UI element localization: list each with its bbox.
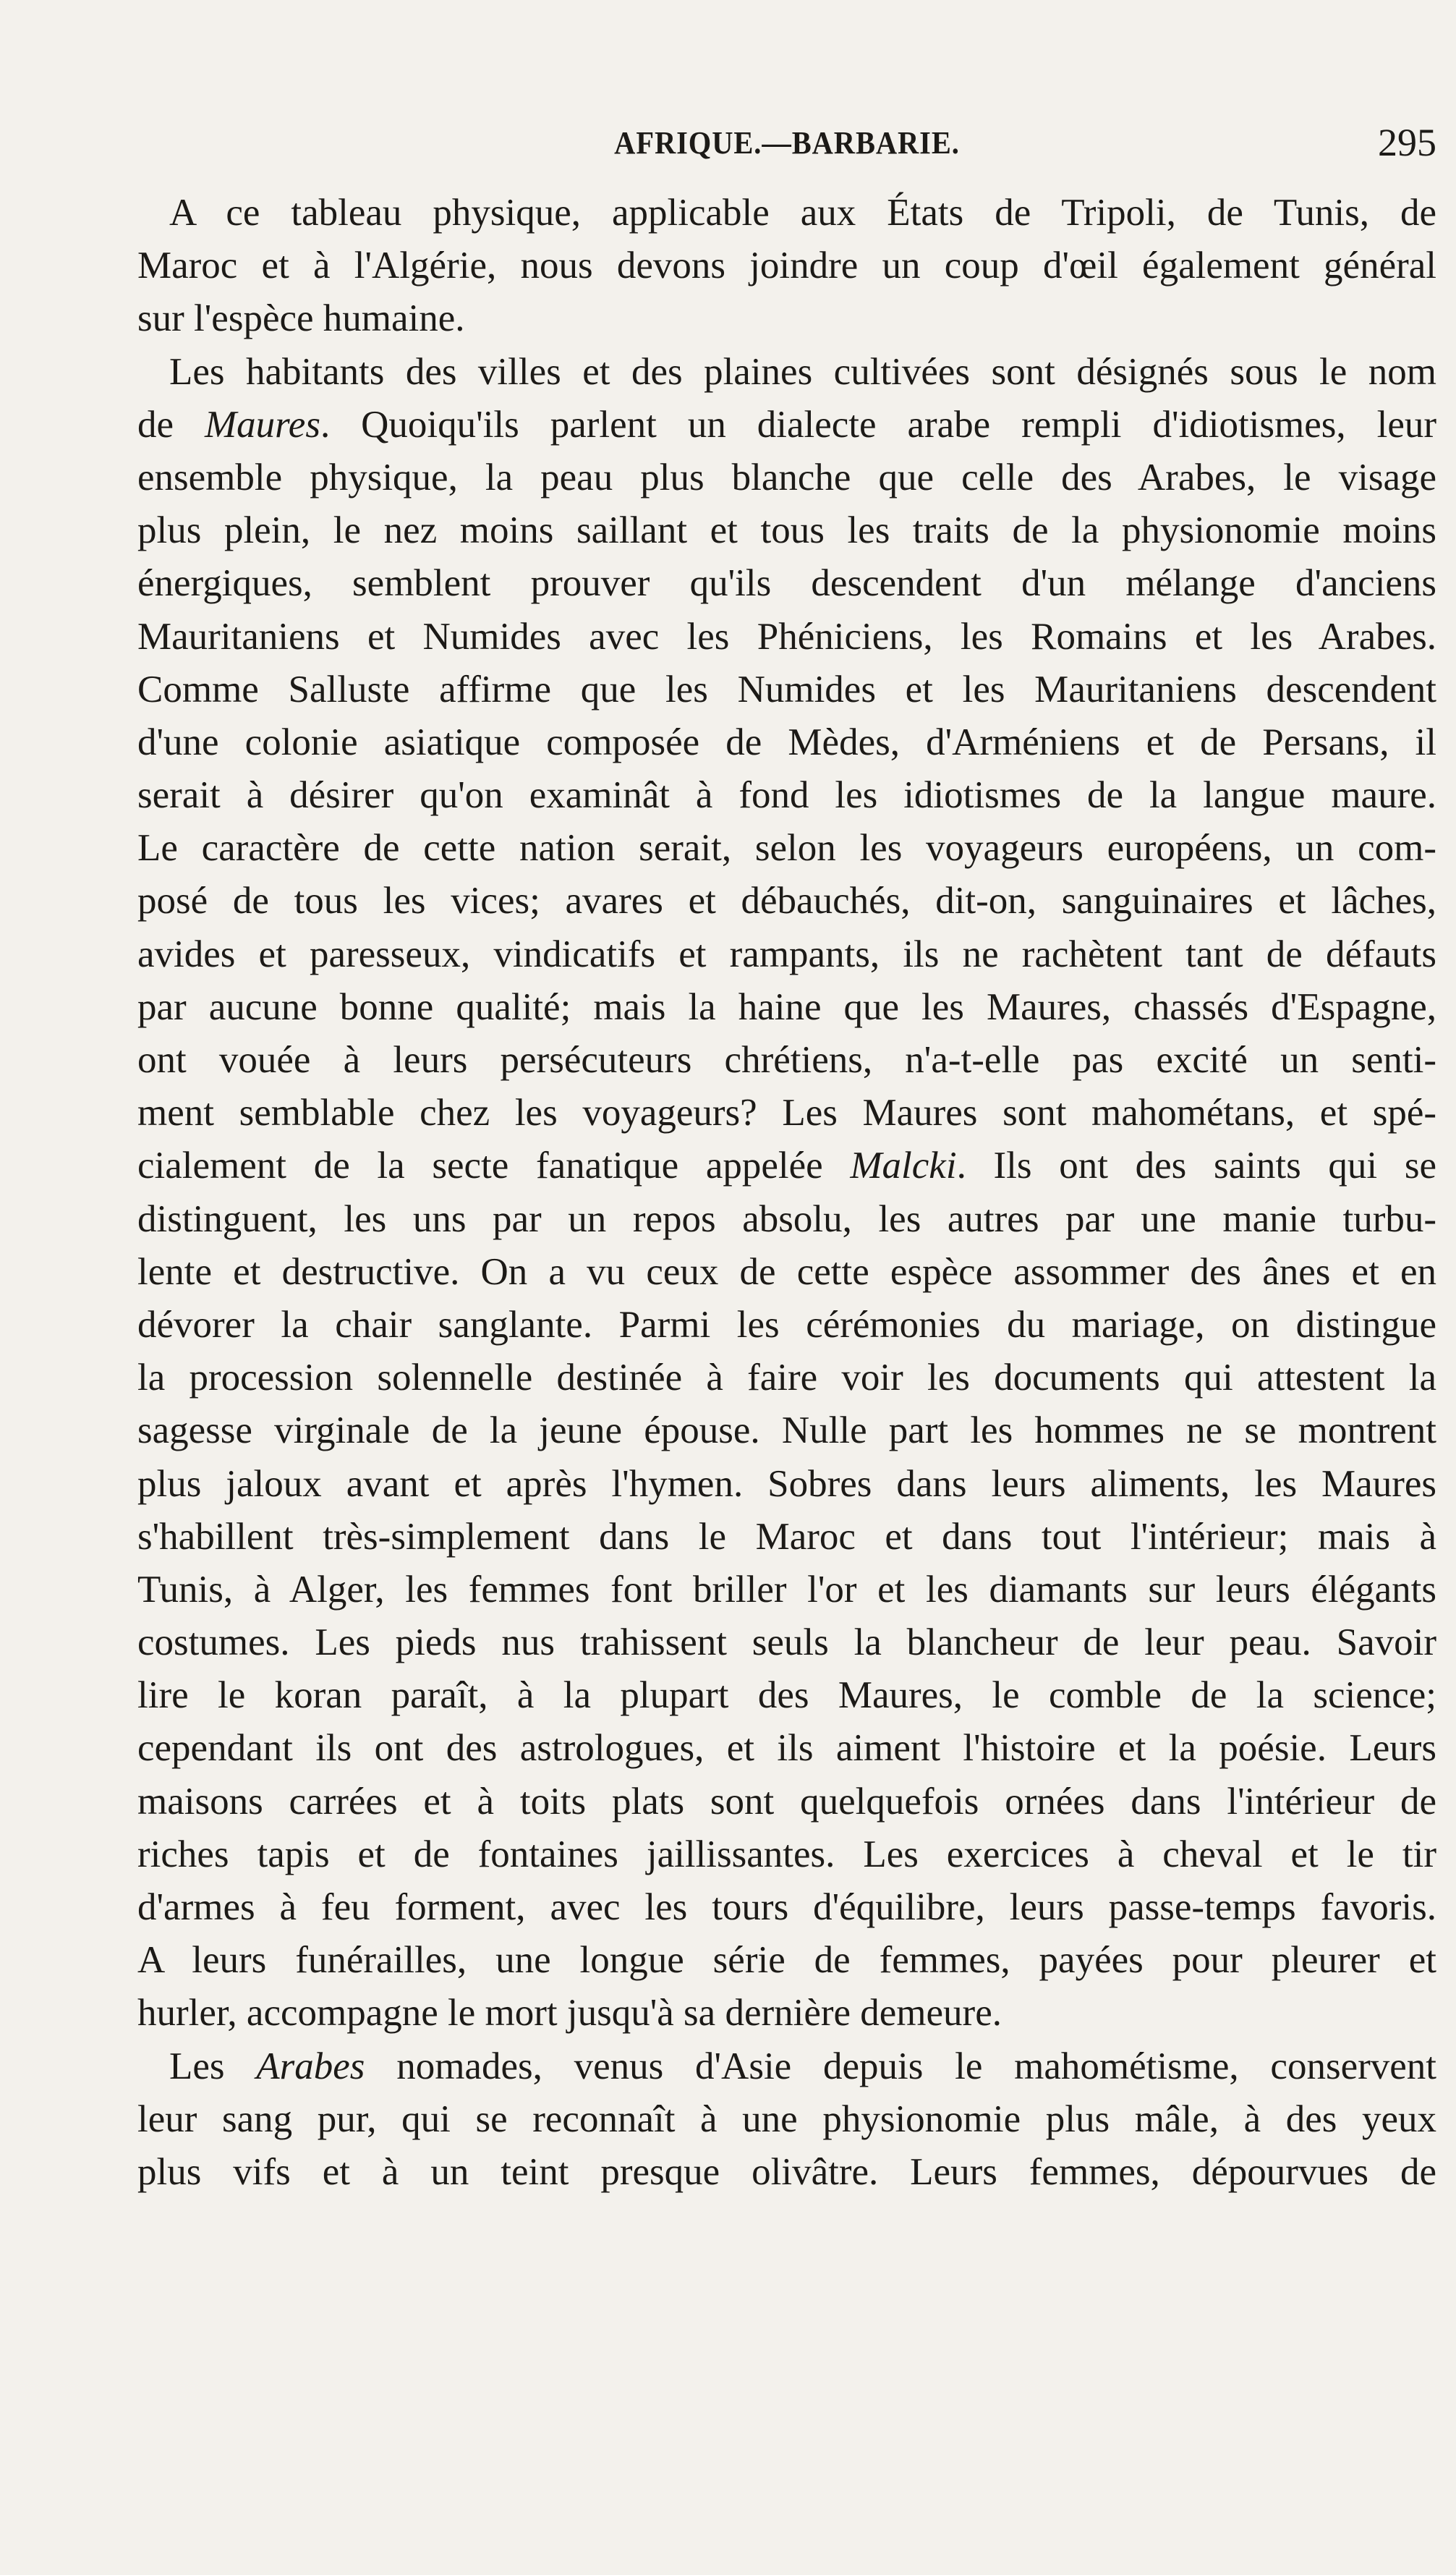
text-line: Les Arabes nomades, venus d'Asie depuis le mahométisme, conservent — [169, 2045, 1436, 2087]
body-text — [137, 187, 1436, 2199]
text-line: ment semblable chez les voyageurs? Les Maures sont mahométans, et spé- — [137, 1092, 1436, 1134]
text-line: sagesse virginale de la jeune épouse. Nulle part les hommes ne se montrent — [137, 1409, 1436, 1452]
text-line: Tunis, à Alger, les femmes font briller l'or et les diamants sur leurs élégants — [137, 1568, 1436, 1611]
text-line: distinguent, les uns par un repos absolu, les autres par une manie turbu- — [137, 1197, 1436, 1240]
text-line: lire le koran paraît, à la plupart des Maures, le comble de la science; — [137, 1674, 1436, 1717]
text-line: de Maures. Quoiqu'ils parlent un dialecte arabe rempli d'idiotismes, leur — [137, 403, 1436, 446]
text-line: avides et paresseux, vindicatifs et rampants, ils ne rachètent tant de défauts — [137, 933, 1436, 975]
text-line: costumes. Les pieds nus trahissent seuls la blancheur de leur peau. Savoir — [137, 1621, 1436, 1664]
text-line: énergiques, semblent prouver qu'ils descendent d'un mélange d'anciens — [137, 562, 1436, 605]
text-line: s'habillent très-simplement dans le Maroc et dans tout l'intérieur; mais à — [137, 1515, 1436, 1558]
text-line: plus plein, le nez moins saillant et tous les traits de la physionomie moins — [137, 509, 1436, 552]
text-line: hurler, accompagne le mort jusqu'à sa dernière demeure. — [137, 1992, 1002, 2035]
text-line: plus jaloux avant et après l'hymen. Sobres dans leurs aliments, les Maures — [137, 1462, 1436, 1505]
text-line: sur l'espèce humaine. — [137, 297, 465, 340]
running-head — [137, 121, 1436, 168]
running-title: AFRIQUE.—BARBARIE. — [614, 125, 960, 161]
text-line: plus vifs et à un teint presque olivâtre. Leurs femmes, dépourvues de — [137, 2150, 1436, 2193]
text-line: Le caractère de cette nation serait, selon les voyageurs européens, un com- — [137, 827, 1436, 870]
text-line: Les habitants des villes et des plaines cultivées sont désignés sous le nom — [169, 350, 1436, 393]
text-line: Comme Salluste affirme que les Numides et les Mauritaniens descendent — [137, 668, 1436, 710]
text-line: A leurs funérailles, une longue série de femmes, payées pour pleurer et — [137, 1939, 1436, 1982]
text-line: d'une colonie asiatique composée de Mèdes, d'Arméniens et de Persans, il — [137, 721, 1436, 763]
page-number: 295 — [1378, 121, 1436, 164]
text-line: serait à désirer qu'on examinât à fond les idiotismes de la langue maure. — [137, 774, 1436, 817]
text-line: leur sang pur, qui se reconnaît à une physionomie plus mâle, à des yeux — [137, 2097, 1436, 2140]
text-line: A ce tableau physique, applicable aux États de Tripoli, de Tunis, de — [169, 192, 1436, 234]
text-line: posé de tous les vices; avares et débauchés, dit-on, sanguinaires et lâches, — [137, 880, 1436, 922]
text-line: dévorer la chair sanglante. Parmi les cérémonies du mariage, on distingue — [137, 1303, 1436, 1346]
text-line: riches tapis et de fontaines jaillissantes. Les exercices à cheval et le tir — [137, 1833, 1436, 1875]
text-line: ont vouée à leurs persécuteurs chrétiens, n'a-t-elle pas excité un senti- — [137, 1039, 1436, 1081]
text-line: Maroc et à l'Algérie, nous devons joindre un coup d'œil également général — [137, 245, 1436, 287]
text-line: la procession solennelle destinée à faire voir les documents qui attestent la — [137, 1357, 1436, 1399]
text-line: lente et destructive. On a vu ceux de cette espèce assommer des ânes et en — [137, 1250, 1436, 1293]
text-line: cialement de la secte fanatique appelée Malcki. Ils ont des saints qui se — [137, 1145, 1436, 1187]
text-line: par aucune bonne qualité; mais la haine que les Maures, chassés d'Espagne, — [137, 985, 1436, 1028]
text-line: ensemble physique, la peau plus blanche que celle des Arabes, le visage — [137, 456, 1436, 499]
text-line: d'armes à feu forment, avec les tours d'équilibre, leurs passe-temps favoris. — [137, 1886, 1436, 1928]
text-line: maisons carrées et à toits plats sont quelquefois ornées dans l'intérieur de — [137, 1780, 1436, 1823]
text-line: Mauritaniens et Numides avec les Phéniciens, les Romains et les Arabes. — [137, 615, 1436, 658]
text-line: cependant ils ont des astrologues, et ils aiment l'histoire et la poésie. Leurs — [137, 1727, 1436, 1770]
